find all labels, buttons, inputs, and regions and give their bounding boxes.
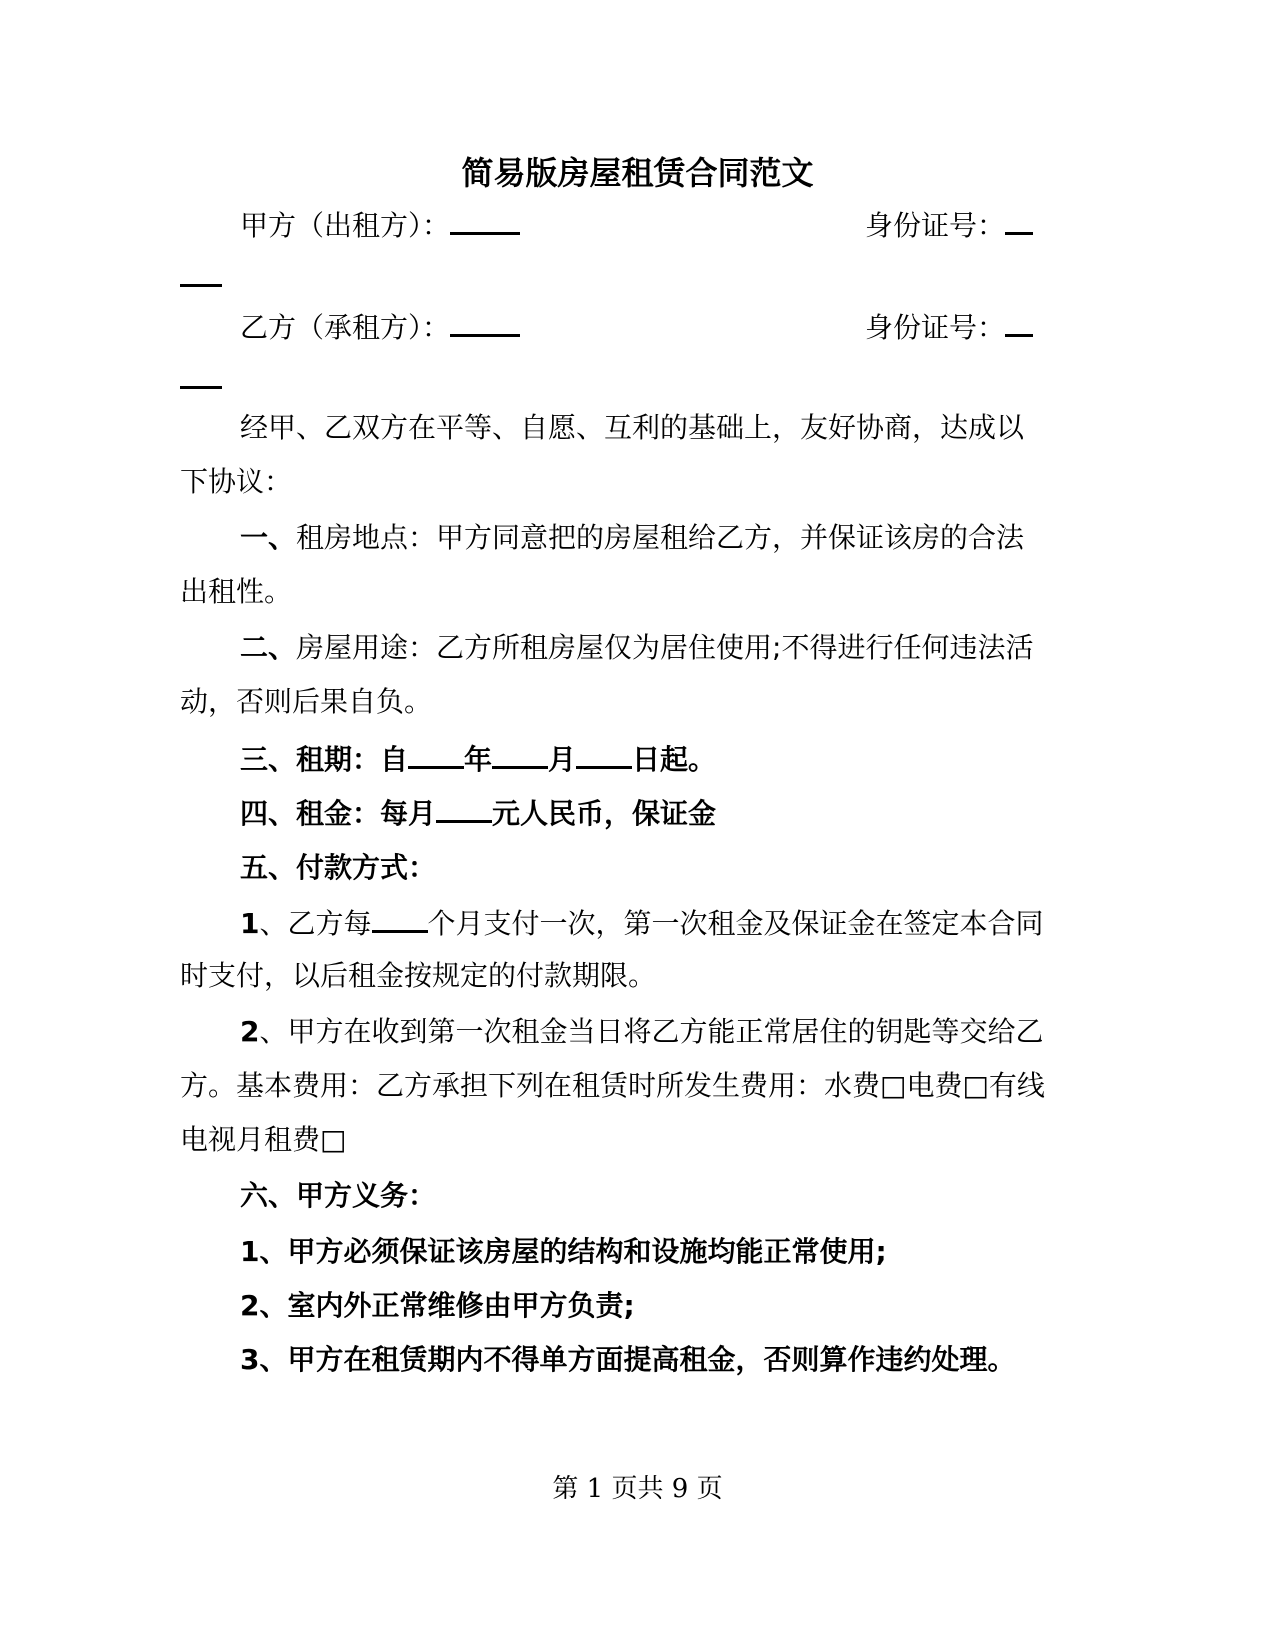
section-3-a: 三、租期：自 — [240, 743, 409, 776]
party-a-id-label: 身份证号： — [865, 209, 1006, 242]
party-b-blank — [450, 306, 520, 337]
party-a-id-blank — [1005, 204, 1033, 235]
section-4-a: 四、租金：每月 — [240, 797, 437, 830]
section-5-head: 五、付款方式： — [240, 851, 437, 884]
party-b-id — [865, 306, 1033, 348]
section-4 — [240, 792, 1060, 834]
payment-item-2-a: 、甲方在收到第一次租金当日将乙方能正常居住的钥匙等交给乙 — [259, 1015, 1044, 1048]
duty-2: 2、室内外正常维修由甲方负责; — [240, 1289, 635, 1322]
party-a-id — [865, 204, 1033, 246]
section-1-text: 租房地点：甲方同意把的房屋租给乙方，并保证该房的合法 — [296, 521, 1025, 554]
section-2 — [240, 628, 1060, 668]
section-3 — [240, 738, 1060, 780]
section-3-d: 日起。 — [632, 743, 717, 776]
section-4-b: 元人民币，保证金 — [492, 797, 717, 830]
section-2-text: 房屋用途：乙方所租房屋仅为居住使用;不得进行任何违法活 — [296, 631, 1034, 664]
party-a-label: 甲方（出租方）： — [240, 209, 451, 242]
payment-item-2-cont-1: 方。基本费用：乙方承担下列在租赁时所发生费用：水费□电费□有线 — [180, 1069, 1045, 1102]
section-2-head: 二、 — [240, 631, 297, 664]
duty-1: 1、甲方必须保证该房屋的结构和设施均能正常使用; — [240, 1235, 887, 1268]
intro-line-2: 下协议： — [180, 465, 293, 498]
section-6-head: 六、甲方义务： — [240, 1179, 437, 1212]
payment-item-1-b: 个月支付一次，第一次租金及保证金在签定本合同 — [427, 907, 1044, 940]
payment-item-2-num: 2 — [240, 1015, 260, 1048]
party-b-id-blank-cont — [180, 358, 1060, 400]
party-a-blank — [450, 204, 520, 235]
intro-line-1: 经甲、乙双方在平等、自愿、互利的基础上，友好协商，达成以 — [240, 411, 1025, 444]
section-1-cont: 出租性。 — [180, 575, 293, 608]
section-3-c: 月 — [548, 743, 577, 776]
payment-item-1-num: 1 — [240, 907, 260, 940]
payment-item-1-cont: 时支付，以后租金按规定的付款期限。 — [180, 959, 657, 992]
party-a-id-blank-cont — [180, 256, 1060, 298]
party-b-label: 乙方（承租方）： — [240, 311, 451, 344]
section-1 — [240, 518, 1060, 558]
section-2-cont: 动，否则后果自负。 — [180, 685, 433, 718]
page-footer: 第 1 页共 9 页 — [552, 1474, 723, 1504]
section-1-head: 一、 — [240, 521, 297, 554]
payment-item-2-cont-2: 电视月租费□ — [180, 1123, 347, 1156]
document-title: 简易版房屋租赁合同范文 — [461, 154, 814, 192]
payment-item-2 — [240, 1012, 1060, 1052]
party-b-id-blank — [1005, 306, 1033, 337]
party-b-id-label: 身份证号： — [865, 311, 1006, 344]
payment-item-1 — [240, 902, 1060, 944]
duty-3: 3、甲方在租赁期内不得单方面提高租金，否则算作违约处理。 — [240, 1343, 1016, 1376]
payment-item-1-a: 、乙方每 — [259, 907, 372, 940]
section-3-b: 年 — [464, 743, 493, 776]
